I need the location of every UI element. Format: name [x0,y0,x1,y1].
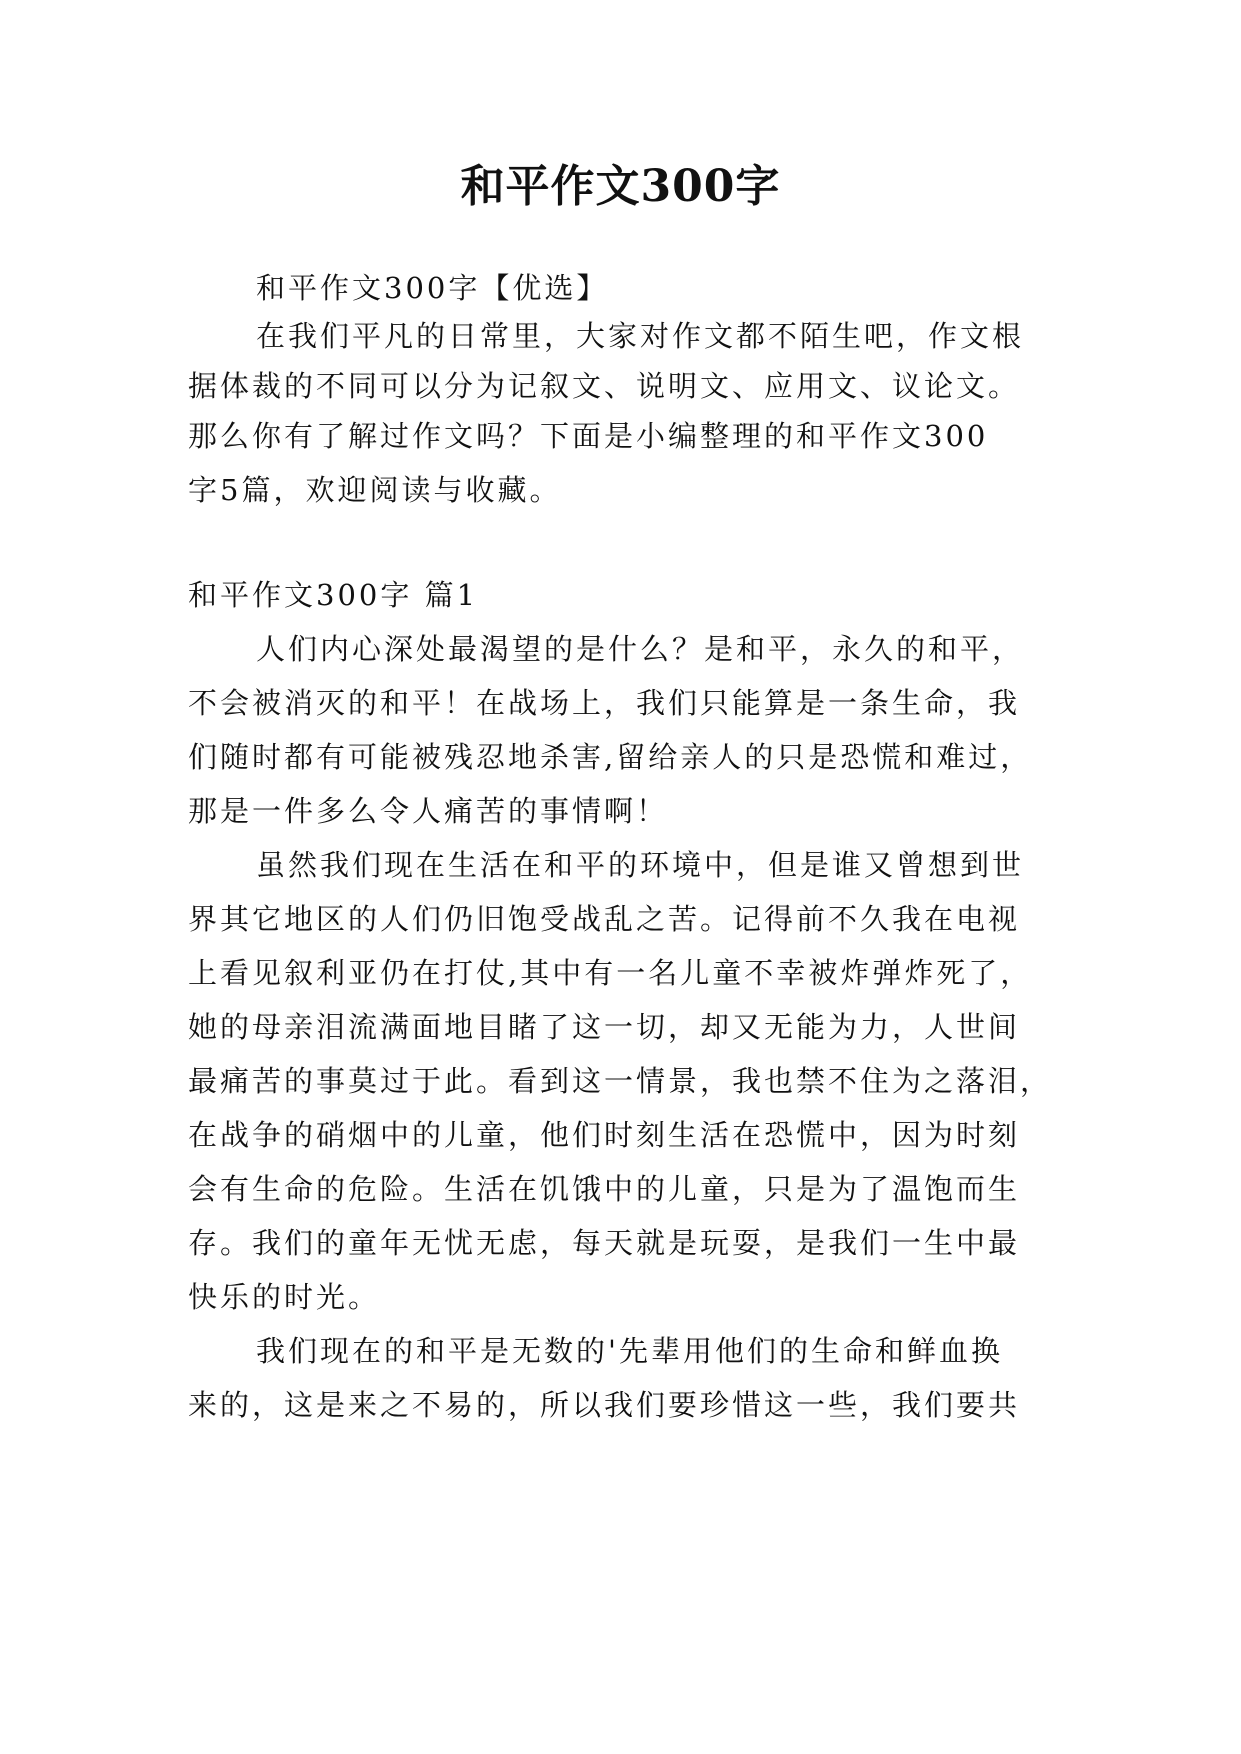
para2-line: 快乐的时光。 [188,1280,381,1314]
document-title: 和平作文300字 [460,161,781,212]
para2-line: 存。我们的童年无忧无虑，每天就是玩耍，是我们一生中最 [188,1226,1021,1260]
para2-line: 她的母亲泪流满面地目睹了这一切，却又无能为力，人世间 [188,1010,1021,1044]
document-subtitle: 和平作文300字【优选】 [256,271,609,305]
para2-line: 最痛苦的事莫过于此。看到这一情景，我也禁不住为之落泪， [188,1064,1053,1098]
para1-line: 们随时都有可能被残忍地杀害,留给亲人的只是恐慌和难过， [188,740,1033,774]
para2-line: 在战争的硝烟中的儿童，他们时刻生活在恐慌中，因为时刻 [188,1118,1021,1152]
intro-line: 字5篇，欢迎阅读与收藏。 [188,473,562,507]
para2-line: 会有生命的危险。生活在饥饿中的儿童，只是为了温饱而生 [188,1172,1021,1206]
para1-line: 不会被消灭的和平！在战场上，我们只能算是一条生命，我 [188,686,1021,720]
para1-line: 人们内心深处最渴望的是什么？是和平，永久的和平， [256,632,1025,666]
para2-line: 上看见叙利亚仍在打仗,其中有一名儿童不幸被炸弹炸死了， [188,956,1033,990]
para3-line: 我们现在的和平是无数的'先辈用他们的生命和鲜血换 [256,1334,1003,1368]
para2-line: 界其它地区的人们仍旧饱受战乱之苦。记得前不久我在电视 [188,902,1021,936]
intro-line: 据体裁的不同可以分为记叙文、说明文、应用文、议论文。 [188,369,1021,403]
para3-line: 来的，这是来之不易的，所以我们要珍惜这一些，我们要共 [188,1388,1021,1422]
intro-line: 在我们平凡的日常里，大家对作文都不陌生吧，作文根 [256,319,1025,353]
section-heading: 和平作文300字 篇1 [188,578,479,612]
para2-line: 虽然我们现在生活在和平的环境中，但是谁又曾想到世 [256,848,1025,882]
intro-line: 那么你有了解过作文吗？下面是小编整理的和平作文300 [188,419,989,453]
para1-line: 那是一件多么令人痛苦的事情啊！ [188,794,669,828]
